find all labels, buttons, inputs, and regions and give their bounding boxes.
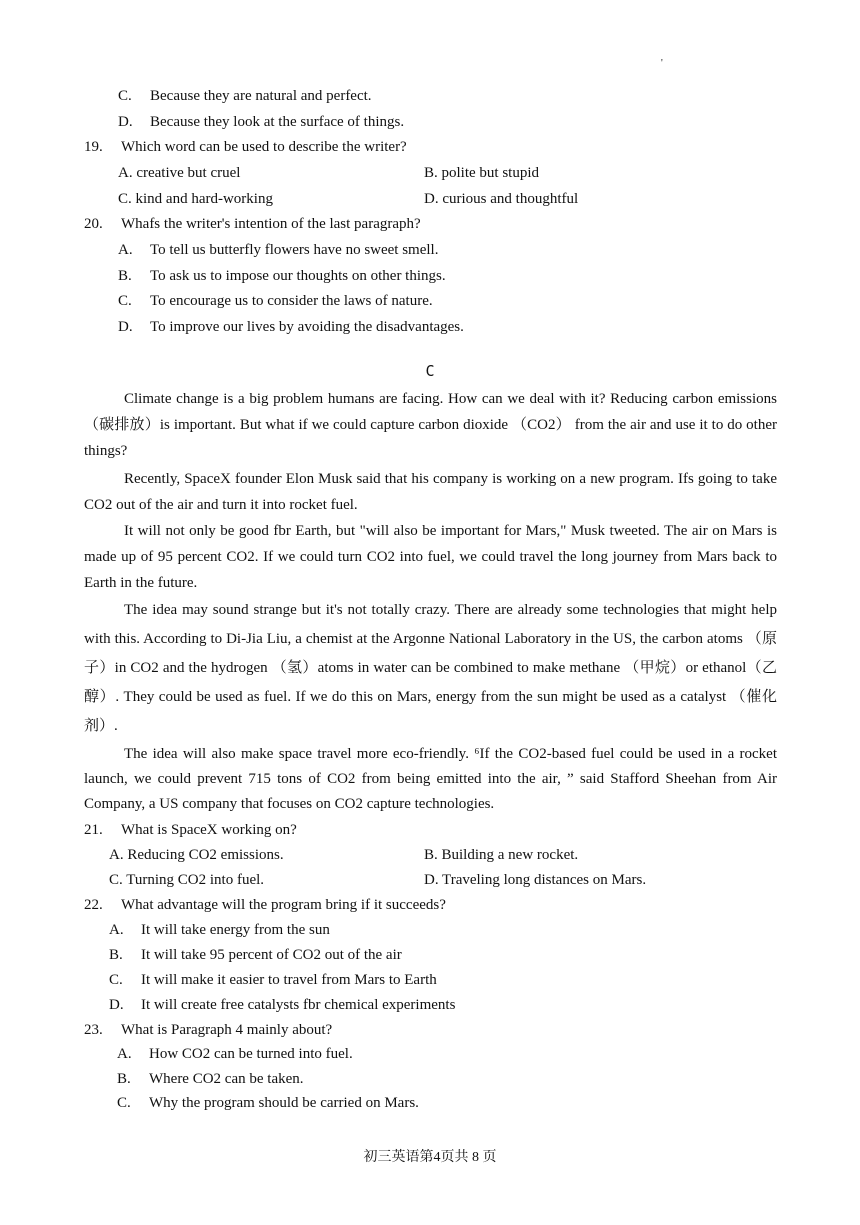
option-letter: D. — [118, 319, 133, 335]
page-footer: 初三英语第4页共 8 页 — [363, 1150, 497, 1165]
q21-option-d: D. Traveling long distances on Mars. — [424, 872, 647, 888]
question-number: 19. — [84, 139, 103, 155]
q21-option-a: A. Reducing CO2 emissions. — [109, 847, 284, 863]
option-text: To tell us butterfly flowers have no sweet smell. — [150, 242, 439, 258]
question-text: Whafs the writer's intention of the last paragraph? — [121, 216, 421, 232]
option-letter: B. — [118, 268, 132, 284]
option-text: Where CO2 can be taken. — [149, 1071, 304, 1087]
q19-option-c: C. kind and hard-working — [118, 191, 273, 207]
q19-option-a: A. creative but cruel — [118, 165, 241, 181]
question-number: 20. — [84, 216, 103, 232]
passage-paragraph-5: The idea will also make space travel more eco-friendly. ⁶If the CO2-based fuel could be used in a rocket launch, we could prevent 715 tons of CO2 from being emitted into the air, ” said Stafford Sheehan from Air Company, a US company that focuses on CO2 capture technologies. — [84, 746, 777, 812]
option-text: Why the program should be carried on Mars. — [149, 1095, 419, 1111]
question-text: What is SpaceX working on? — [121, 822, 297, 838]
q21-option-b: B. Building a new rocket. — [424, 847, 579, 863]
option-text: To improve our lives by avoiding the disadvantages. — [150, 319, 464, 335]
question-text: What is Paragraph 4 mainly about? — [121, 1022, 333, 1038]
option-letter: A. — [117, 1046, 132, 1062]
passage-paragraph-3: It will not only be good fbr Earth, but "will also be important for Mars," Musk tweeted. The air on Mars is made up of 95 percent CO2. If we could turn CO2 into fuel, we could travel the long journey from Mars back to Earth in the future. — [84, 523, 777, 591]
section-heading: C — [425, 362, 435, 380]
question-number: 23. — [84, 1022, 103, 1038]
corner-mark: ' — [661, 58, 663, 69]
option-text: It will take 95 percent of CO2 out of the air — [141, 947, 402, 963]
option-letter: D. — [118, 114, 133, 130]
option-letter: A. — [109, 922, 124, 938]
passage-paragraph-2: Recently, SpaceX founder Elon Musk said that his company is working on a new program. Ifs going to take CO2 out of the air and turn it into rocket fuel. — [84, 471, 777, 513]
question-number: 22. — [84, 897, 103, 913]
question-number: 21. — [84, 822, 103, 838]
option-text: Because they look at the surface of things. — [150, 114, 405, 130]
option-text: To encourage us to consider the laws of nature. — [150, 293, 433, 309]
option-text: Because they are natural and perfect. — [150, 88, 372, 104]
question-text: What advantage will the program bring if it succeeds? — [121, 897, 446, 913]
option-letter: A. — [118, 242, 133, 258]
option-text: How CO2 can be turned into fuel. — [149, 1046, 353, 1062]
option-letter: B. — [117, 1071, 131, 1087]
option-text: To ask us to impose our thoughts on other things. — [150, 268, 446, 284]
q19-option-b: B. polite but stupid — [424, 165, 540, 181]
option-letter: C. — [109, 972, 123, 988]
q21-option-c: C. Turning CO2 into fuel. — [109, 872, 265, 888]
option-letter: C. — [118, 88, 132, 104]
q19-option-d: D. curious and thoughtful — [424, 191, 579, 207]
passage-paragraph-1: Climate change is a big problem humans are facing. How can we deal with it? Reducing carbon emissions （碳排放）is important. But what if we could capture carbon dioxide （CO2） from the air and use it to do other things? — [84, 391, 777, 459]
option-letter: B. — [109, 947, 123, 963]
option-text: It will make it easier to travel from Mars to Earth — [141, 972, 437, 988]
question-text: Which word can be used to describe the writer? — [121, 139, 407, 155]
option-letter: D. — [109, 997, 124, 1013]
option-letter: C. — [118, 293, 132, 309]
option-text: It will create free catalysts fbr chemical experiments — [141, 997, 456, 1013]
option-text: It will take energy from the sun — [141, 922, 330, 938]
option-letter: C. — [117, 1095, 131, 1111]
passage-paragraph-4: The idea may sound strange but it's not totally crazy. There are already some technologies that might help with this. According to Di-Jia Liu, a chemist at the Argonne National Laboratory in the US, the carbon atoms （原子）in CO2 and the hydrogen （氢）atoms in water can be combined to make methane （甲烷）or ethanol（乙醇）. They could be used as fuel. If we do this on Mars, energy from the sun might be used as a catalyst （催化剂）. — [84, 602, 777, 734]
